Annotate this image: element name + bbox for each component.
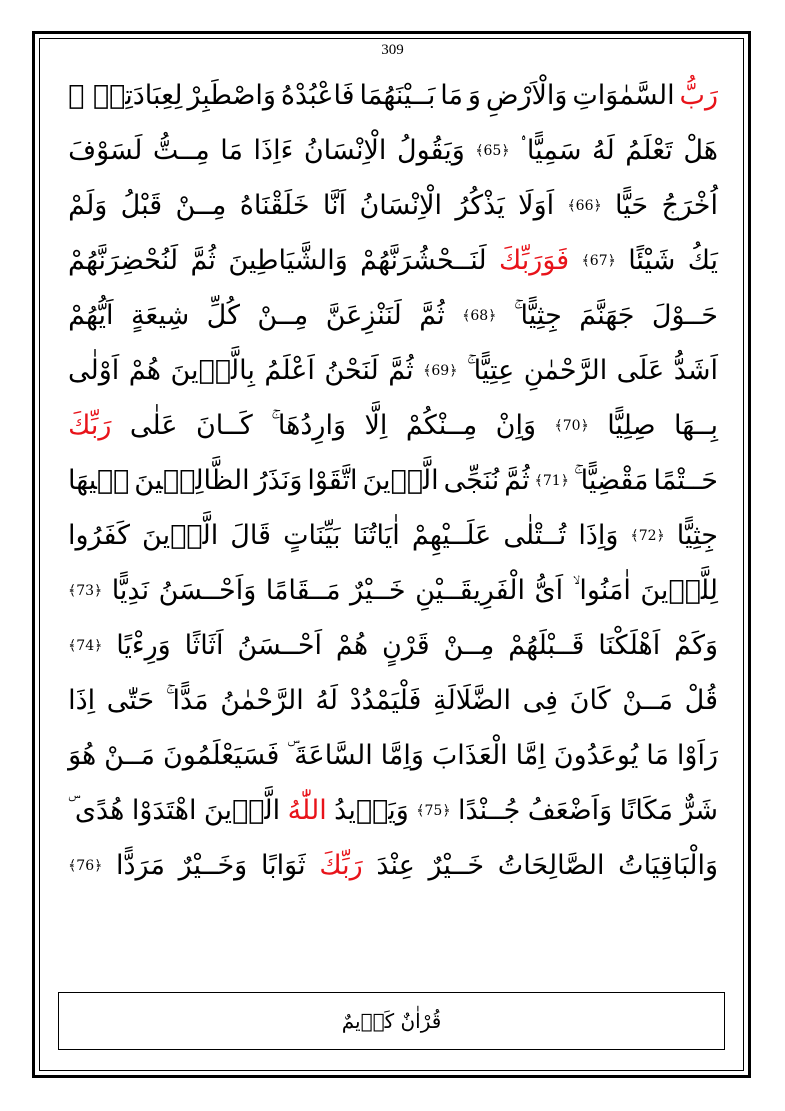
ayah-number-marker: ﴿74﴾ <box>68 637 103 654</box>
ayah-number-marker: ﴿69﴾ <box>423 362 458 379</box>
word: قَبْلُ <box>120 190 163 221</box>
page-number: 309 <box>381 42 404 58</box>
word: وَنَذَرُ <box>254 465 303 496</box>
highlighted-word: رَبِّكَ <box>68 410 112 441</box>
quran-text-block <box>68 68 718 948</box>
ayah-number-marker: ﴿68﴾ <box>462 307 497 324</box>
word: اِلَّا <box>364 410 388 441</box>
word: الضَّلَالَةِ <box>433 685 512 716</box>
word: اَعْلَمُ <box>264 355 315 386</box>
text-line <box>68 343 718 398</box>
highlighted-word: رَبِّكَ <box>319 850 363 881</box>
footer-title: قُرْاٰنٌ كَرٖيمٌ <box>341 1009 442 1033</box>
word: جَهَنَّمَ <box>579 300 635 331</box>
word: يُوعَدُونَ <box>553 740 639 771</box>
word: مَا <box>220 135 243 166</box>
word: الْاِنْسَانُ <box>359 190 443 221</box>
word: لَنَحْنُ <box>324 355 379 386</box>
word: مِــنْ <box>257 300 309 331</box>
word: وَالْبَاقِيَاتُ <box>618 850 718 881</box>
word: مَقْضِيًّا ۚ <box>573 465 649 496</box>
word: نُنَجِّى <box>443 465 500 496</box>
word: قَــبْلَهُمْ <box>508 630 585 661</box>
word: شَرٌّ <box>680 795 718 826</box>
word: كَــانَ <box>195 410 253 441</box>
word: وَلَمْ <box>68 190 108 221</box>
word: اَهْلَكْنَا <box>598 630 661 661</box>
word: يَذْكُرُ <box>455 190 505 221</box>
word: السَّمٰوَاتِ <box>572 80 675 111</box>
word: وَالشَّيَاطِينَ <box>228 245 348 276</box>
word: الظَّالِمٖينَ <box>134 465 250 496</box>
text-line <box>68 178 718 233</box>
word: اِذَا <box>68 685 96 716</box>
text-line <box>68 618 718 673</box>
word: جِثِيًّا <box>676 520 718 551</box>
word: وَيَقُولُ <box>396 135 465 166</box>
word: ثَوَابًا <box>260 850 306 881</box>
word: الَّذٖينَ <box>362 465 439 496</box>
word: مِــتُّ <box>152 135 210 166</box>
word: حَيًّا <box>615 190 649 221</box>
word: الْعَذَابَ <box>431 740 508 771</box>
word: جِثِيًّا ۚ <box>513 300 562 331</box>
word: عِنْدَ <box>376 850 415 881</box>
word: اٰيَاتُنَا <box>352 520 400 551</box>
word: وَاصْطَبِرْ <box>187 80 276 111</box>
word: حَــتْمًا <box>653 465 718 496</box>
word: اتَّقَوْا <box>307 465 358 496</box>
ayah-number-marker: ﴿76﴾ <box>68 857 103 874</box>
word: كَانَ <box>569 685 611 716</box>
word: الرَّحْمٰنُ <box>220 685 304 716</box>
word: وَاِنْ <box>495 410 537 441</box>
word: هُمْ <box>128 355 161 386</box>
ayah-number-marker: ﴿75﴾ <box>416 802 451 819</box>
ayah-number-marker: ﴿71﴾ <box>534 472 569 489</box>
word: اَوَلَا <box>518 190 555 221</box>
word: كُلِّ <box>206 300 240 331</box>
text-line <box>68 453 718 508</box>
word: عَلَى <box>616 355 665 386</box>
word: ثُمَّ <box>190 245 216 276</box>
word: حَــوْلَ <box>651 300 718 331</box>
word: مِــنْ <box>443 630 495 661</box>
word: هُمْ <box>335 630 369 661</box>
word: عَلَــيْهِمْ <box>411 520 492 551</box>
text-line <box>68 123 718 178</box>
word: وَ <box>467 80 481 111</box>
ayah-number-marker: ﴿70﴾ <box>554 417 589 434</box>
word: ءَاِذَا <box>253 135 294 166</box>
word: الَّذٖينَ <box>142 520 219 551</box>
word: مَرَدًّا <box>116 850 165 881</box>
word: الْاِنْسَانُ <box>303 135 387 166</box>
word: قَرْنٍ <box>382 630 430 661</box>
word: الَّذٖينَ <box>203 795 281 826</box>
word: بَيِّنَاتٍ <box>283 520 341 551</box>
word: وَاِمَّا <box>380 740 424 771</box>
text-line <box>68 68 718 123</box>
word: هَلْ <box>683 135 718 166</box>
word: وَاِذَا <box>578 520 619 551</box>
word: هُدًى ۜ <box>68 795 125 826</box>
word: خَــيْرٌ <box>428 850 485 881</box>
highlighted-word: اللّٰهُ <box>287 795 327 826</box>
text-line <box>68 838 718 893</box>
word: اَحْــسَنُ <box>237 630 323 661</box>
word: بَــيْنَهُمَا <box>359 80 436 111</box>
word: مِــنْ <box>175 190 227 221</box>
word: الرَّحْمٰنِ <box>523 355 608 386</box>
word: الْفَرِيقَــيْنِ <box>415 575 526 606</box>
text-line <box>68 508 718 563</box>
word: لَنَــحْشُرَنَّهُمْ <box>360 245 487 276</box>
word: مَــقَامًا <box>265 575 341 606</box>
word: ثُمَّ <box>419 300 445 331</box>
word: اٰمَنُوا ۙ <box>572 575 631 606</box>
word: وَكَمْ <box>674 630 718 661</box>
word: خَــيْرٌ <box>350 575 406 606</box>
ayah-number-marker: ﴿66﴾ <box>567 197 602 214</box>
word: لَنَنْزِعَنَّ <box>325 300 402 331</box>
word: وَارِدُهَا ۚ <box>271 410 346 441</box>
word: وَرِءْيًا <box>116 630 171 661</box>
word: مِــنْكُمْ <box>405 410 478 441</box>
word: صِلِيًّا <box>607 410 656 441</box>
word: لِلَّذٖينَ <box>640 575 718 606</box>
word: يَكُ <box>687 245 718 276</box>
word: اَشَدُّ <box>673 355 718 386</box>
word: اَثَاثًا <box>184 630 224 661</box>
ayah-number-marker: ﴿65﴾ <box>475 142 510 159</box>
word: رَاَوْا <box>676 740 718 771</box>
word: لِعِبَادَتِهٖ ۜ <box>68 80 183 111</box>
word: ثُمَّ <box>504 465 530 496</box>
word: تُــتْلٰى <box>503 520 567 551</box>
text-line <box>68 288 718 343</box>
word: شِيعَةٍ <box>130 300 190 331</box>
word: فَاعْبُدْهُ <box>280 80 355 111</box>
word: ثُمَّ <box>388 355 414 386</box>
word: السَّاعَةَ ۜ <box>287 740 373 771</box>
word: وَالْاَرْضِ <box>485 80 568 111</box>
word: فَلْيَمْدُدْ <box>349 685 422 716</box>
footer-box <box>58 992 725 1050</box>
word: تَعْلَمُ <box>625 135 673 166</box>
ayah-number-marker: ﴿72﴾ <box>630 527 665 544</box>
word: لَهُ <box>592 135 615 166</box>
word: فَسَيَعْلَمُونَ <box>162 740 280 771</box>
word: فٖيهَا <box>68 465 130 496</box>
word: بِــهَا <box>673 410 718 441</box>
word: لَهُ <box>315 685 339 716</box>
word: اُخْرَجُ <box>661 190 718 221</box>
word: عِتِيًّا ۚ <box>466 355 515 386</box>
word: الصَّالِحَاتُ <box>497 850 605 881</box>
text-line <box>68 728 718 783</box>
word: جُــنْدًا <box>457 795 521 826</box>
word: وَيَزٖيدُ <box>334 795 409 826</box>
word: اَنَّا <box>322 190 347 221</box>
ayah-number-marker: ﴿73﴾ <box>68 582 103 599</box>
word: مَــنْ <box>104 740 156 771</box>
word: اِمَّا <box>515 740 546 771</box>
text-line <box>68 783 718 838</box>
word: نَدِيًّا <box>111 575 150 606</box>
word: اهْتَدَوْا <box>131 795 197 826</box>
word: بِالَّذٖينَ <box>170 355 255 386</box>
word: مَا <box>440 80 463 111</box>
word: اَوْلٰى <box>68 355 120 386</box>
word: فِى <box>522 685 559 716</box>
word: اَىُّ <box>534 575 564 606</box>
word: قَالَ <box>230 520 272 551</box>
word: وَاَضْعَفُ <box>527 795 613 826</box>
word: خَلَقْنَاهُ <box>239 190 310 221</box>
text-line <box>68 233 718 288</box>
word: سَمِيًّا ۟ <box>520 135 582 166</box>
word: كَفَرُوا <box>68 520 130 551</box>
highlighted-word: رَبُّ <box>679 80 718 111</box>
ayah-number-marker: ﴿67﴾ <box>581 252 616 269</box>
word: اَيُّهُمْ <box>68 300 114 331</box>
word: لَسَوْفَ <box>68 135 143 166</box>
text-line <box>68 673 718 728</box>
word: قُلْ <box>684 685 718 716</box>
text-line <box>68 563 718 618</box>
word: مَــنْ <box>622 685 674 716</box>
word: مَا <box>646 740 669 771</box>
highlighted-word: فَوَرَبِّكَ <box>499 245 570 276</box>
word: وَخَــيْرٌ <box>178 850 248 881</box>
word: شَيْئًا <box>628 245 676 276</box>
word: لَنُحْضِرَنَّهُمْ <box>68 245 179 276</box>
word: هُوَ <box>68 740 97 771</box>
word: عَلٰى <box>129 410 178 441</box>
text-line <box>68 398 718 453</box>
word: وَاَحْــسَنُ <box>158 575 257 606</box>
word: حَتّٰى <box>106 685 155 716</box>
word: مَكَانًا <box>619 795 674 826</box>
word: مَدًّا ۚ <box>165 685 209 716</box>
